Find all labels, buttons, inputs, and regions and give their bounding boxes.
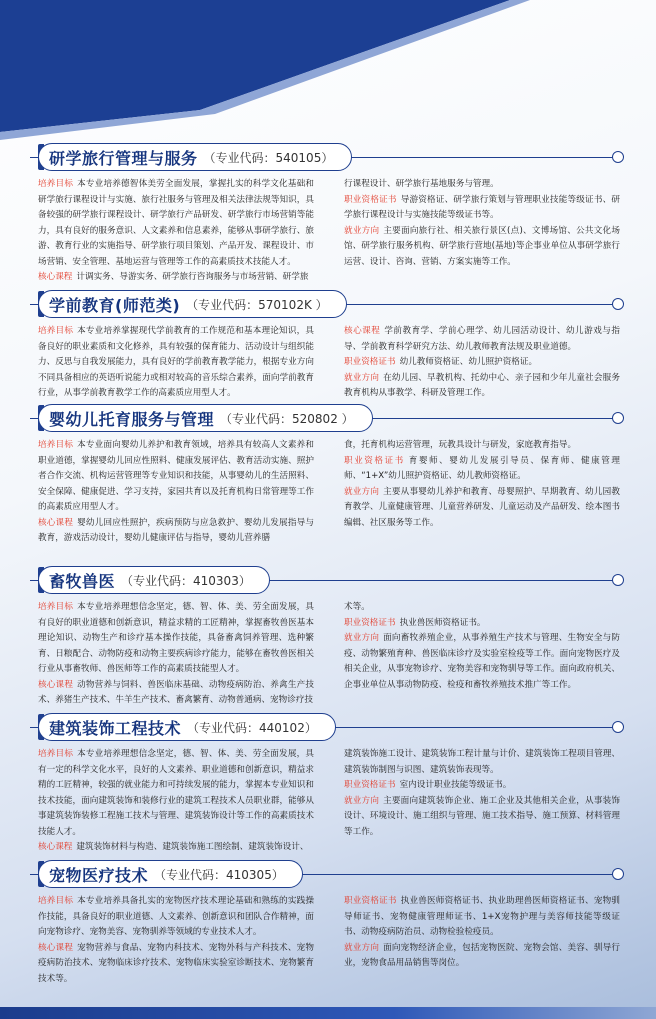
section-research-travel	[0, 143, 656, 282]
section-title	[38, 143, 352, 171]
bottom-bar	[0, 1007, 656, 1019]
paragraph-courses-cont	[344, 600, 620, 616]
section-title	[38, 290, 347, 318]
section-title	[38, 404, 373, 432]
label-courses: 核心课程	[38, 272, 73, 282]
text-goal: 本专业培养理想信念坚定，德、智、体、美、劳全面发展，具有一定的科学文化水平，良好的人文素养、职业道德和创新意识，精益求精的工匠精神，较强的就业能力和可持续发展的能力，掌握本专业知识和技术技能，面向建筑装饰和装修行业的建筑工程技术人员职业群，能够从事建筑装饰装修工程施工技术与管理、建筑装饰设计等工作的高素质技术技能人才。	[38, 749, 314, 837]
circle-icon	[612, 868, 624, 880]
text-career: 在幼儿园、早教机构、托幼中心、亲子园和少年儿童社会服务教育机构从事教学、科研及管理工作。	[344, 372, 620, 398]
text-goal: 本专业培养具备扎实的宠物医疗技术理论基础和熟练的实践操作技能，具备良好的职业道德、人文素养、创新意识和团队合作精神，面向宠物诊疗、宠物美容、宠物驯养等领域的专业技术人才。	[38, 896, 314, 937]
text-career: 面向宠物经济企业，包括宠物医院、宠物会馆、美容、驯导行业，宠物食品用品销售等岗位。	[344, 942, 620, 968]
section-animal-husbandry	[0, 566, 656, 705]
circle-icon	[612, 574, 624, 586]
paragraph-courses-cont	[344, 438, 620, 454]
text-courses: 学前教育学、学前心理学、幼儿园活动设计、幼儿游戏与指导、学前教育科学研究方法、幼儿教师教育法规及职业道德。	[344, 326, 620, 352]
section-header	[0, 143, 656, 173]
paragraph-certificates	[344, 778, 620, 794]
label-courses: 核心课程	[38, 679, 74, 690]
text-certificates: 育婴师、婴幼儿发展引导员、保育师、健康管理师、“1+X”幼儿照护资格证、幼儿教师资格证。	[344, 455, 620, 481]
paragraph-courses	[38, 678, 314, 709]
text-goal: 本专业培养德智体美劳全面发展，掌握扎实的科学文化基础和研学旅行课程设计与实施、旅行社服务与管理及相关法律法规等知识，具备较强的研学旅行课程设计、研学旅行产品研发、研学旅行市场营销等能力，具有良好的服务意识、人文素养和信息素养，能够从事研学旅行、旅游、教育行业的实施指导、研学旅行项目策划、产品开发、课程设计、市场营销、安全管理、基地运营与管理等工作的高素质技术技能人才。	[38, 179, 314, 267]
text-goal: 本专业面向婴幼儿养护和教育领域，培养具有较高人文素养和职业道德，掌握婴幼儿回应性照料、健康发展评估、教育活动实施、照护者合作交流、机构运营管理等专业知识和技能，从事婴幼儿的生活照料、安全保障、健康促进、学习支持，家园共育以及托育机构日常管理等工作的高素质应用型人才。	[38, 440, 314, 512]
section-title	[38, 860, 303, 888]
text-certificates: 执业兽医师资格证书。	[399, 617, 486, 628]
text-courses-cont: 术等。	[344, 602, 370, 612]
right-column	[344, 600, 620, 709]
section-preschool	[0, 290, 656, 398]
text-certificates: 室内设计职业技能等级证书。	[399, 780, 512, 790]
major-name: 宠物医疗技术	[49, 865, 149, 885]
right-column	[344, 438, 620, 547]
label-goal: 培养目标	[38, 179, 74, 189]
text-certificates: 幼儿教师资格证、幼儿照护资格证。	[399, 357, 538, 367]
label-courses: 核心课程	[38, 842, 73, 852]
major-code: （专业代码：570102K ）	[186, 297, 328, 312]
label-goal: 培养目标	[38, 749, 74, 759]
section-header	[0, 404, 656, 434]
label-career: 就业方向	[344, 942, 380, 953]
paragraph-goal	[38, 438, 314, 516]
label-career: 就业方向	[344, 633, 380, 643]
text-courses-cont: 行课程设计、研学旅行基地服务与管理。	[344, 179, 499, 189]
paragraph-courses	[344, 324, 620, 355]
text-courses: 宠物营养与食品、宠物内科技术、宠物外科与产科技术、宠物疫病防治技术、宠物临床诊疗技术、宠物临床实验室诊断技术、宠物繁育技术等。	[38, 942, 314, 984]
left-column	[38, 600, 314, 709]
major-name: 研学旅行管理与服务	[49, 148, 198, 168]
circle-icon	[612, 721, 624, 733]
label-certificates: 职业资格证书	[344, 617, 396, 628]
left-column	[38, 177, 314, 286]
right-column	[344, 894, 620, 987]
paragraph-goal	[38, 324, 314, 402]
right-column	[344, 177, 620, 286]
major-code: （专业代码：540105）	[203, 150, 334, 165]
paragraph-career	[344, 485, 620, 532]
major-name: 畜牧兽医	[49, 571, 116, 591]
text-courses: 婴幼儿回应性照护，疾病预防与应急救护、婴幼儿发展指导与教育，游戏活动设计，婴幼儿健康评估与指导，婴幼儿营养膳	[38, 517, 314, 543]
paragraph-goal	[38, 600, 314, 678]
label-goal: 培养目标	[38, 440, 74, 450]
paragraph-certificates	[344, 193, 620, 224]
section-header	[0, 860, 656, 890]
left-column	[38, 324, 314, 402]
left-column	[38, 894, 314, 987]
paragraph-career	[344, 941, 620, 972]
right-column	[344, 747, 620, 856]
label-certificates: 职业资格证书	[344, 455, 405, 466]
section-body	[38, 600, 620, 709]
section-body	[38, 177, 620, 286]
paragraph-career	[344, 371, 620, 402]
label-certificates: 职业资格证书	[344, 194, 397, 205]
label-courses: 核心课程	[38, 942, 74, 953]
label-goal: 培养目标	[38, 896, 74, 906]
paragraph-courses	[38, 941, 314, 988]
left-column	[38, 747, 314, 856]
section-title	[38, 566, 270, 594]
paragraph-goal	[38, 177, 314, 270]
label-career: 就业方向	[344, 225, 380, 236]
section-body	[38, 747, 620, 856]
section-header	[0, 566, 656, 596]
text-career: 面向畜牧养殖企业，从事养殖生产技术与管理、生物安全与防疫、动物繁殖育种、兽医临床诊疗及实验室检疫等工作。面向宠物医疗及相关企业，从事宠物诊疗、宠物美容和宠物驯导等工作。面向政府机关、企事业单位从事动物防疫、检疫和畜牧养殖技术推广等工作。	[344, 633, 620, 690]
left-column	[38, 438, 314, 547]
paragraph-certificates	[344, 616, 620, 632]
section-infant-care	[0, 404, 656, 543]
label-courses: 核心课程	[38, 517, 74, 528]
circle-icon	[612, 412, 624, 424]
paragraph-goal	[38, 894, 314, 941]
text-courses: 动物营养与饲料、兽医临床基础、动物疫病防治、养禽生产技术、养猪生产技术、牛羊生产技术、畜禽繁育、动物普通病、宠物诊疗技	[38, 679, 314, 705]
label-career: 就业方向	[344, 795, 380, 806]
text-courses: 建筑装饰材料与构造、建筑装饰施工图绘制、建筑装饰设计、	[76, 842, 309, 852]
text-certificates: 导游资格证、研学旅行策划与管理职业技能等级证书、研学旅行课程设计与实施技能等级证书等。	[344, 194, 620, 220]
text-courses-cont: 建筑装饰施工设计、建筑装饰工程计量与计价、建筑装饰工程项目管理、建筑装饰制图与识图、建筑装饰表现等。	[344, 749, 620, 775]
section-body	[38, 324, 620, 402]
paragraph-certificates	[344, 454, 620, 485]
paragraph-career	[344, 631, 620, 693]
section-header	[0, 290, 656, 320]
paragraph-courses	[38, 270, 314, 286]
circle-icon	[612, 151, 624, 163]
text-career: 主要面向旅行社、相关旅行景区(点)、文博场馆、公共文化场馆、研学旅行服务机构、研学旅行营地(基地)等企事业单位从事研学旅行运营、设计、咨询、营销、方案实施等工作。	[344, 225, 620, 267]
paragraph-career	[344, 794, 620, 841]
section-header	[0, 713, 656, 743]
paragraph-courses	[38, 516, 314, 547]
section-pet-medical	[0, 860, 656, 984]
label-career: 就业方向	[344, 486, 380, 497]
section-building-decoration	[0, 713, 656, 852]
major-code: （专业代码：410305）	[154, 867, 284, 882]
label-goal: 培养目标	[38, 326, 74, 336]
section-title	[38, 713, 336, 741]
major-code: （专业代码：520802 ）	[220, 411, 354, 426]
label-career: 就业方向	[344, 372, 380, 383]
section-body	[38, 894, 620, 987]
label-courses: 核心课程	[344, 326, 381, 336]
major-name: 婴幼儿托育服务与管理	[49, 409, 215, 429]
circle-icon	[612, 298, 624, 310]
paragraph-goal	[38, 747, 314, 840]
major-name: 建筑装饰工程技术	[49, 718, 182, 738]
text-courses-cont: 食，托育机构运营管理，玩教具设计与研发，家庭教育指导。	[344, 440, 577, 450]
label-certificates: 职业资格证书	[344, 780, 396, 790]
text-certificates: 执业兽医师资格证书、执业助理兽医师资格证书、宠物驯导师证书、宠物健康管理师证书、1+X宠物护理与美容师技能等级证书、动物疫病防治员、动物检验检疫员。	[344, 896, 620, 937]
label-certificates: 职业资格证书	[344, 357, 396, 367]
text-goal: 本专业培养理想信念坚定，德、智、体、美、劳全面发展，具有良好的职业道德和创新意识，精益求精的工匠精神，掌握畜牧兽医基本理论知识、动物生产和诊疗基本操作技能，具备畜禽饲养管理、选种繁育、日粮配合、动物防疫和动物主要疾病诊疗能力，能够在畜牧兽医相关行业从事畜牧师、兽医师等工作的高素质技能型人才。	[38, 602, 314, 674]
paragraph-courses	[38, 840, 314, 856]
label-goal: 培养目标	[38, 602, 74, 612]
text-courses: 计调实务、导游实务、研学旅行咨询服务与市场营销、研学旅	[76, 272, 309, 282]
paragraph-courses-cont	[344, 177, 620, 193]
text-goal: 本专业培养掌握现代学前教育的工作规范和基本理论知识，具备良好的职业素质和文化修养，具有较强的保育能力、活动设计与组织能力、反思与自我发展能力，具有良好的学前教育教学能力，根据专业方向不同具备相应的英语听说能力或相对较高的音乐综合素养，面向学前教育行业，从事学前教育教学工作的高素质应用型人才。	[38, 326, 314, 398]
text-career: 主要面向建筑装饰企业、施工企业及其他相关企业，从事装饰设计、环境设计、施工组织与管理、施工技术指导、施工预算、材料管理等工作。	[344, 795, 620, 837]
paragraph-courses-cont	[344, 747, 620, 778]
label-certificates: 职业资格证书	[344, 896, 397, 906]
paragraph-career	[344, 224, 620, 271]
major-code: （专业代码：410303）	[121, 573, 251, 588]
major-code: （专业代码：440102）	[187, 720, 317, 735]
text-career: 主要从事婴幼儿养护和教育、母婴照护、早期教育、幼儿园教育教学、儿童健康管理、儿童营养研发、儿童运动及产品研发、绘本图书编辑、社区服务等工作。	[344, 486, 620, 528]
major-name: 学前教育(师范类)	[49, 295, 181, 315]
right-column	[344, 324, 620, 402]
section-body	[38, 438, 620, 547]
paragraph-certificates	[344, 355, 620, 371]
top-decoration	[0, 0, 656, 140]
paragraph-certificates	[344, 894, 620, 941]
